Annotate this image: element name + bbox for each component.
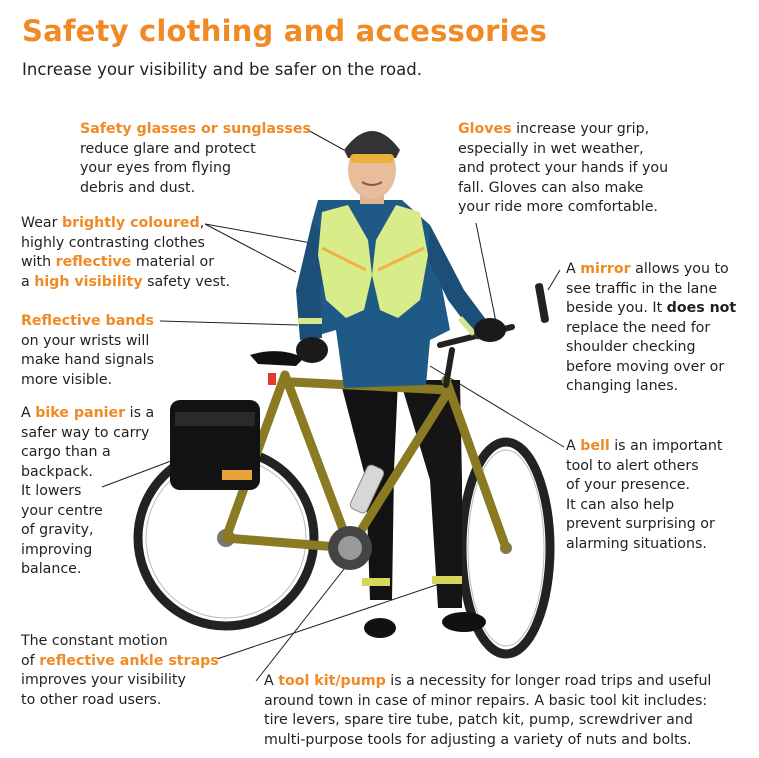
callout-line: It lowers <box>21 483 82 499</box>
callout-line: before moving over or <box>566 358 725 375</box>
callout-bike-panier <box>21 404 154 580</box>
callout-line: It can also help <box>566 496 675 513</box>
rear-light <box>268 373 276 385</box>
callout-text: is a necessity for longer road trips and useful <box>385 673 712 689</box>
callout-text: with <box>21 254 56 270</box>
callout-line: see traffic in the lane <box>566 280 718 297</box>
callout-gloves <box>458 120 668 218</box>
callout-line: changing lanes. <box>566 378 679 394</box>
callout-text: beside you. It <box>566 300 667 316</box>
callout-mirror <box>566 260 736 397</box>
callout-highlight: mirror <box>580 261 631 277</box>
callout-text: A <box>21 405 36 421</box>
callout-text: A <box>566 438 581 454</box>
callout-line: debris and dust. <box>80 179 196 196</box>
callout-reflective-bands <box>21 312 154 390</box>
callout-highlight: Safety glasses or sunglasses <box>80 121 311 137</box>
callout-ankle-straps <box>21 632 219 710</box>
callout-bold: does not <box>666 300 737 316</box>
bike-mirror <box>535 283 550 324</box>
callout-text: is a <box>125 405 155 421</box>
callout-text: allows you to <box>630 261 729 277</box>
callout-highlight: reflective <box>55 254 132 270</box>
callout-line: multi-purpose tools for adjusting a variety of nuts and bolts. <box>264 731 692 748</box>
callout-text: Wear <box>21 215 62 231</box>
bike-seat <box>250 351 304 366</box>
callout-highlight: reflective ankle straps <box>39 652 219 669</box>
callout-bright-clothing <box>21 214 230 292</box>
callout-highlight: high visibility <box>34 273 143 290</box>
callout-highlight: Reflective bands <box>21 313 154 329</box>
callout-line: on your wrists will <box>21 332 150 349</box>
callout-line: your eyes from flying <box>80 160 231 176</box>
callout-line: of your presence. <box>566 477 691 493</box>
callout-text: of <box>21 652 40 669</box>
callout-line: make hand signals <box>21 352 155 368</box>
callout-text: increase your grip, <box>511 121 650 137</box>
page-subtitle: Increase your visibility and be safer on the road. <box>22 60 422 79</box>
callout-text: A <box>566 261 581 277</box>
callout-line: alarming situations. <box>566 535 707 552</box>
callout-line: replace the need for <box>566 319 711 336</box>
callout-line: cargo than a <box>21 444 111 460</box>
callout-line: safer way to carry <box>21 424 150 441</box>
pannier-bag <box>170 400 260 490</box>
callout-text: safety vest. <box>142 273 230 290</box>
callout-highlight: bell <box>580 438 610 454</box>
callout-line: to other road users. <box>21 691 162 708</box>
callout-line: balance. <box>21 561 82 577</box>
callout-line: and protect your hands if you <box>458 160 669 176</box>
callout-line: your ride more comfortable. <box>458 199 658 215</box>
callout-line: reduce glare and protect <box>80 140 256 157</box>
callout-line: improving <box>21 541 93 558</box>
callout-tool-kit <box>264 672 711 750</box>
callout-bell <box>566 437 722 554</box>
callout-text: material or <box>131 254 215 270</box>
page-title: Safety clothing and accessories <box>22 14 548 48</box>
callout-line: around town in case of minor repairs. A basic tool kit includes: <box>264 692 708 709</box>
callout-line: prevent surprising or <box>566 516 715 532</box>
callout-text: is an important <box>609 438 723 454</box>
callout-highlight: brightly coloured <box>61 215 200 231</box>
callout-line: improves your visibility <box>21 672 186 688</box>
callout-safety-glasses <box>80 120 311 198</box>
callout-line: tire levers, spare tire tube, patch kit, pump, screwdriver and <box>264 712 693 728</box>
left-glove <box>296 337 328 363</box>
safety-glasses <box>350 154 394 163</box>
callout-text: A <box>264 673 279 689</box>
callout-line: tool to alert others <box>566 457 699 474</box>
callout-line: especially in wet weather, <box>458 140 644 157</box>
helmet <box>344 131 400 158</box>
cyclist-head <box>344 131 400 204</box>
callout-text: , <box>199 215 205 231</box>
right-glove <box>474 318 506 342</box>
callout-line: of gravity, <box>21 522 94 538</box>
callout-highlight: Gloves <box>458 121 512 137</box>
callout-line: shoulder checking <box>566 339 696 355</box>
callout-text: a <box>21 273 35 290</box>
callout-line: fall. Gloves can also make <box>458 179 644 196</box>
callout-line: backpack. <box>21 463 93 480</box>
callout-line: highly contrasting clothes <box>21 234 205 251</box>
callout-highlight: bike panier <box>35 405 126 421</box>
callout-line: more visible. <box>21 371 113 388</box>
callout-line: your centre <box>21 502 103 519</box>
callout-highlight: tool kit/pump <box>278 673 386 689</box>
callout-line: The constant motion <box>21 633 168 649</box>
